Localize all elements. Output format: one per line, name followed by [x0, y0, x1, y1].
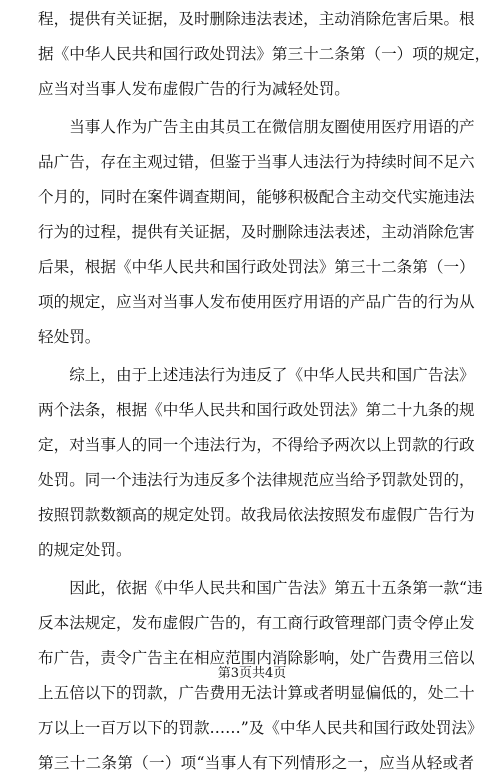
- text-line: 处罚。同一个违法行为违反多个法律规范应当给予罚款处罚的，: [38, 471, 475, 489]
- text-line: 万以上一百万以下的罚款……”及《中华人民共和国行政处罚法》: [38, 719, 483, 737]
- text-line: 行为的过程，提供有关证据，及时删除违法表述，主动消除危害: [38, 223, 475, 241]
- text-line: 应当对当事人发布虚假广告的行为减轻处罚。: [38, 80, 350, 98]
- text-line: 综上，由于上述违法行为违反了《中华人民共和国广告法》: [38, 366, 475, 384]
- text-line: 反本法规定，发布虚假广告的，有工商行政管理部门责令停止发: [38, 614, 475, 632]
- text-line: 当事人作为广告主由其员工在微信朋友圈使用医疗用语的产: [38, 118, 475, 136]
- text-line: 第三十二条第（一）项“当事人有下列情形之一，应当从轻或者: [38, 754, 474, 772]
- text-line: 定，对当事人的同一个违法行为，不得给予两次以上罚款的行政: [38, 436, 475, 454]
- text-line: 两个法条，根据《中华人民共和国行政处罚法》第二十九条的规: [38, 401, 475, 419]
- text-line: 上五倍以下的罚款，广告费用无法计算或者明显偏低的，处二十: [38, 684, 475, 702]
- text-line: 品广告，存在主观过错，但鉴于当事人违法行为持续时间不足六: [38, 153, 475, 171]
- text-line: 项的规定，应当对当事人发布使用医疗用语的产品广告的行为从: [38, 293, 475, 311]
- page-number-footer: 第3页共4页: [217, 666, 287, 681]
- text-line: 轻处罚。: [38, 328, 101, 346]
- text-line: 据《中华人民共和国行政处罚法》第三十二条第（一）项的规定，: [38, 45, 491, 63]
- text-line: 程，提供有关证据，及时删除违法表述，主动消除危害后果。根: [38, 10, 475, 28]
- text-line: 后果，根据《中华人民共和国行政处罚法》第三十二条第（一）: [38, 258, 475, 276]
- text-line: 个月的，同时在案件调查期间，能够积极配合主动交代实施违法: [38, 188, 475, 206]
- text-line: 的规定处罚。: [38, 541, 132, 559]
- text-line: 因此，依据《中华人民共和国广告法》第五十五条第一款“违: [38, 579, 483, 597]
- text-line: 按照罚款数额高的规定处罚。故我局依法按照发布虚假广告行为: [38, 506, 475, 524]
- text-line: 布广告，责令广告主在相应范围内消除影响，处广告费用三倍以: [38, 649, 475, 667]
